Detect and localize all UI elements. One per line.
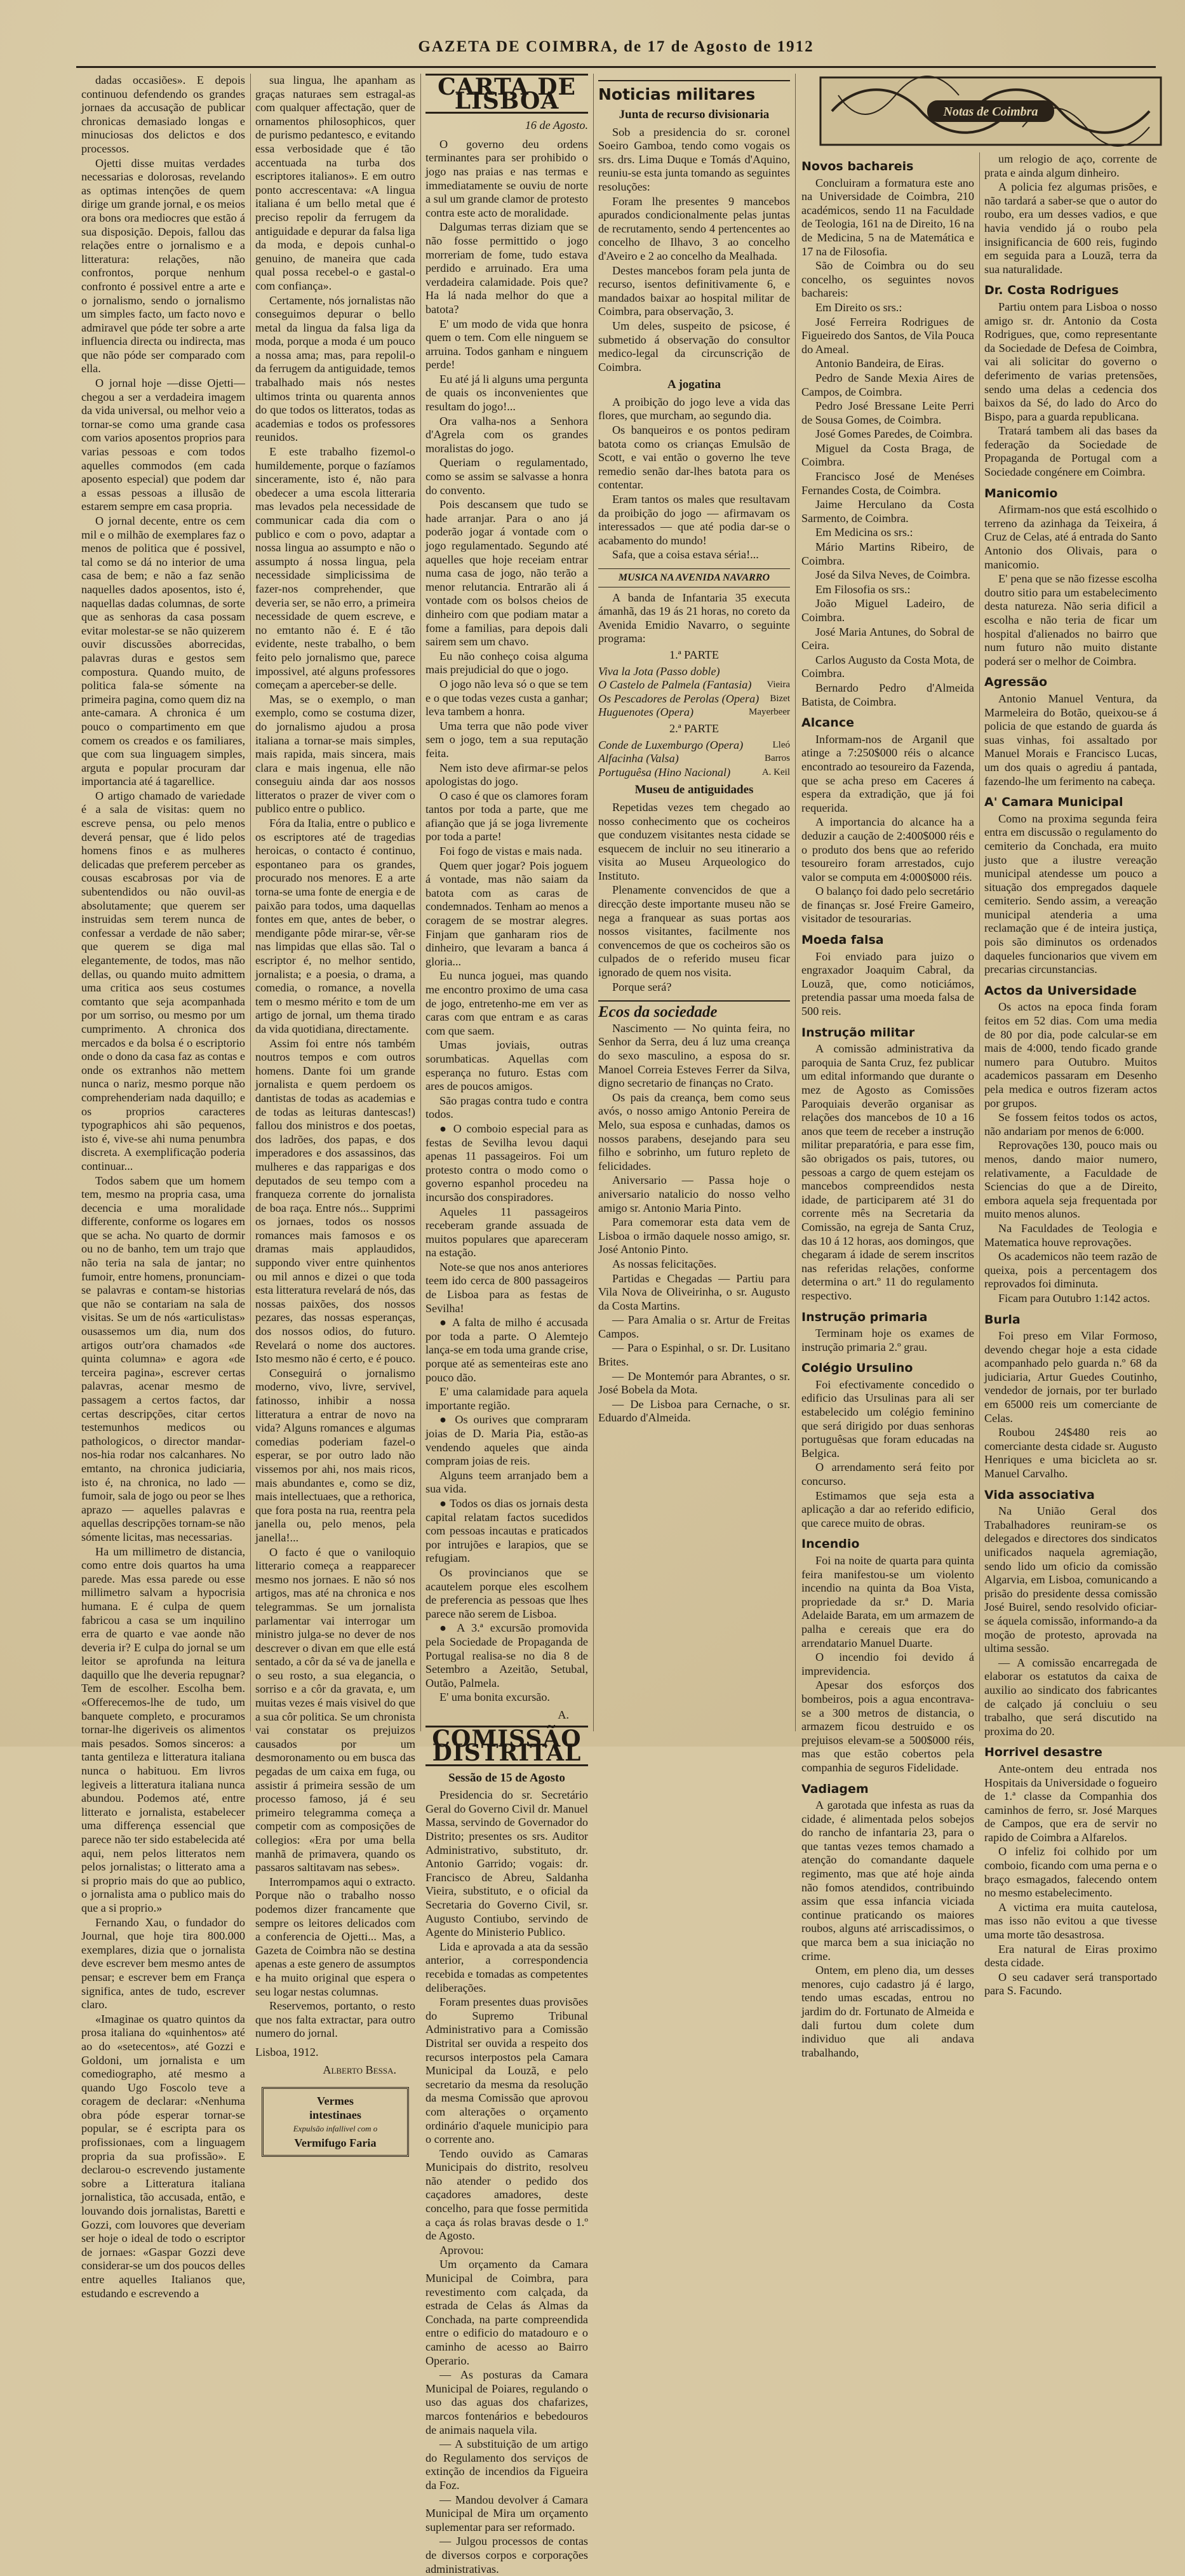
paragraph: Aprovou: — [439, 2243, 484, 2257]
program-author: Mayerbeer — [749, 707, 790, 718]
paragraph: E este trabalho fizemol-o humildemente, porque o fazíamos sinceramente, isto é, não para obedecer a uma escola litteraria mas levados pela necessidade de communicar cada dia com o publico e com o povo, adaptar a nossa lingua ao assumpto e não o assumpto á nossa lingua, pela necessidade simplicissima de fazer-nos comprehender, que deveria ser, se não erro, a primeira necessidade de quem escreve, e no emtanto não é. E é tão evidente, neste trabalho, o bem feito pelo jornalismo que, parece impossivel, até alguns professores começam a aperceber-se delle. — [255, 445, 415, 692]
program-author: Vieira — [767, 680, 790, 690]
paragraph: São pragas contra tudo e contra todos. — [425, 1094, 588, 1121]
paragraph: Presidencia do sr. Secretário Geral do Governo Civil dr. Manuel Massa, servindo de Governador do Distrito; presentes os srs. Auditor Administrativo, substituto, dr. Antonio Garrido; vogais: dr. Francisco de Abreu, Saldanha Vieira, substituto, e o oficial da Secretaria do Governo Civil, sr. Augusto Contiubo, servindo de Agente do Ministerio Publico. — [425, 1788, 588, 1939]
paragraph: — Para o Espinhal, o sr. Dr. Lusitano Brites. — [598, 1341, 790, 1369]
program-author: Lleó — [772, 739, 790, 750]
paragraph: Como na proxima segunda feira entra em discussão o regulamento do cemiterio da Conchada, era muito justo que a ilustre vereação municipal atendesse um pouco a situação dos empregados daquele cemiterio. Sendo assim, a vereação municipal atenderia a uma reclamação que é de inteira justiça, pois são diminutos os ordenados daqueles funcionarios que vivem em precarias circunstancias. — [984, 812, 1157, 976]
paragraph: João Miguel Ladeiro, de Coimbra. — [801, 597, 974, 624]
paragraph: Dalgumas terras diziam que se não fosse permittido o jogo morreriam de fome, tudo estava perdido e arruinado. Era uma verdadeira calamidade. Pois que? Ha lá nada melhor do que a batota? — [425, 220, 588, 316]
paragraph: Informam-nos de Arganil que atinge a 7:250$000 réis o alcance encontrado ao tesoureiro da Fazenda, que se acha preso em Caceres á espera da extradição, que já foi requerida. — [801, 732, 974, 814]
paragraph: O infeliz foi colhido por um comboio, ficando com uma perna e o braço esmagados, falecendo ontem no mesmo estabelecimento. — [984, 1845, 1157, 1900]
carta-date: 16 de Agosto. — [525, 119, 588, 132]
paragraph: Quem quer jogar? Pois joguem á vontade, mas não saiam da batota com as caras de condemnados. Tenham ao menos a coragem de se mostrar alegres. Finjam que ganharam rios de dinheiro, que levaram a banca á gloria... — [425, 859, 588, 968]
section-heading: Manicomio — [984, 486, 1058, 500]
paragraph: Antonio Manuel Ventura, da Marmeleira do Botão, queixou-se á policia de que estando de guarda ás suas vinhas, foi assaltado por Manuel Morais e Francisco Lucas, um dos quais o agrediu á pantada, fazendo-lhe um ferimento na cabeça. — [984, 692, 1157, 788]
ad-line: Expulsão infallivel com o — [293, 2124, 378, 2134]
paragraph: ● A falta de milho é accusada por toda a parte. O Alemtejo lança-se em toda uma grande crise, porque até as sementeiras este ano pouco dão. — [425, 1316, 588, 1384]
paragraph: Alguns teem arranjado bem a sua vida. — [425, 1468, 588, 1496]
paragraph: — A comissão encarregada de elaborar os estatutos da caixa de auxilio ao sindicato dos fabricantes de calçado já concluiu o seu trabalho, que será discutido na proxima do 20. — [984, 1656, 1157, 1738]
comissao-distrital-title: COMISSÃO DISTRITAL — [425, 1726, 588, 1766]
paragraph: Interrompamos aqui o extracto. Porque não o trabalho nosso podemos dizer francamente que sempre os leitores delicados com a conferencia de Ojetti... Mas, a Gazeta de Coimbra não se destina apenas a este genero de assumptos e ha muito original que espera o seu logar nestas columnas. — [255, 1875, 415, 1998]
paragraph: Em Direito os srs.: — [815, 300, 902, 314]
column-2 — [255, 74, 416, 2150]
ad-line: Vermifugo Faria — [294, 2137, 377, 2150]
column-1 — [81, 74, 245, 2300]
paragraph: Os actos na epoca finda foram feitos em 52 dias. Com uma media de 80 por dia, pode calcular-se em mais de 4:000, tendo ficado grande numero para Outubro. Muitos academicos passaram em Desenho pela medica e outros fizeram actos por grupos. — [984, 1000, 1157, 1110]
paragraph: E' uma calamidade para aquela importante região. — [425, 1385, 588, 1412]
paragraph: — A substituição de um artigo do Regulamento dos serviços de extinção de incendios da Figueira da Foz. — [425, 2438, 588, 2492]
paragraph: Se fossem feitos todos os actos, não andariam por menos de 6:000. — [984, 1111, 1157, 1137]
section-heading: A' Camara Municipal — [984, 795, 1123, 810]
paragraph: Conseguirá o jornalismo moderno, vivo, livre, servivel, fatinosso, inhibir a nossa litteratura a entrar de novo na vida? Alguns romances e algumas comedias poderiam fazel-o esperar, se por outro lado não vissemos por ahi, nos mais ricos, mais abundantes e, como se diz, mais intellectuaes, que a rethorica, que fora posta na rua, reentra pela janella ou, pelo menos, pela janella!... — [255, 1366, 415, 1544]
author-signature: Alberto Bessa. — [323, 2063, 396, 2076]
paragraph: Miguel da Costa Braga, de Coimbra. — [801, 441, 974, 469]
paragraph: Repetidas vezes tem chegado ao nosso conhecimento que os cocheiros que conduzem visitantes nesta cidade se esquecem de incluir no seu itinerario a visita ao Museu Arqueologico do Instituto. — [598, 800, 790, 882]
program-item — [598, 752, 790, 766]
paragraph: Nem isto deve afirmar-se pelos apologistas do jogo. — [425, 761, 588, 788]
paragraph: Tendo ouvido as Camaras Municipais do distrito, resolveu não atender o pedido dos caçadores amadores, deste concelho, para que fosse permitida a caça ás rolas bravas desde o 1.º de Agosto. — [425, 2147, 588, 2243]
paragraph: Note-se que nos anos anteriores teem ido cerca de 800 passageiros de Lisboa para as festas de Sevilha! — [425, 1260, 588, 1315]
junta-recurso-title: Junta de recurso divisionaria — [619, 108, 770, 121]
paragraph: Foi efectivamente concedido o edificio das Ursulinas para ali ser estabelecido um colégio feminino que será dirigido por duas senhoras portuguêsas que foram educadas na Belgica. — [801, 1378, 974, 1459]
paragraph: O seu cadaver será transportado para S. Facundo. — [984, 1970, 1157, 1997]
section-heading: Actos da Universidade — [984, 983, 1137, 998]
paragraph: Foi fogo de vistas e mais nada. — [439, 845, 582, 858]
program-piece: Conde de Luxemburgo (Opera) — [598, 738, 744, 751]
paragraph: Umas joviais, outras sorumbaticas. Aquellas com esperança no futuro. Estas com ares de poucos amigos. — [425, 1038, 588, 1093]
paragraph: — Mandou devolver á Camara Municipal de Mira um orçamento suplementar para ser reformado. — [425, 2493, 588, 2533]
paragraph: E' uma bonita excursão. — [439, 1691, 550, 1704]
paragraph: Ora valha-nos a Senhora d'Agrela com os grandes moralistas do jogo. — [425, 414, 588, 455]
paragraph: Os banqueiros e os pontos pediram batota como os crianças Emulsão de Scott, e vai então o governo lhe teve remedio senão dar-lhes batota para os contentar. — [598, 424, 790, 492]
program-piece: Os Pescadores de Perolas (Opera) — [598, 692, 760, 705]
paragraph: Fóra da Italia, entre o publico e os escriptores até de tragedias heroicas, o contacto é continuo, espontaneo para os grandes, procurado nos menores. E a arte torna-se uma fonte de energia e de paixão para todos, uma daquellas fontes em que, antes de beber, o mendigante pôde mirar-se, vêr-se nas limpidas que ellas são. Tal o escriptor é, no melhor sentido, jornalista; e a poesia, o drama, a comedia, o romance, a novella tem o mesmo mérito e tom de um artigo de jornal, um thema tirado da vida quotidiana, directamente. — [255, 817, 415, 1035]
paragraph: A garotada que infesta as ruas da cidade, é alimentada pelos sobejos do rancho de infantaria 23, para o que tantas vezes temos chamado a atenção do comandante daquele regimento, mas que até hoje ainda não fomos atendidos, contribuindo assim que essa infancia viciada continue praticando os maiores roubos, alguns até arriscadissimos, o que marca bem a sua iniciação no crime. — [801, 1799, 974, 1962]
paragraph: José da Silva Neves, de Coimbra. — [815, 568, 970, 582]
paragraph: Lida e aprovada a ata da sessão anterior, a correspondencia recebida e tomadas as competentes deliberações. — [425, 1940, 588, 1994]
paragraph: O jogo não leva só o que se tem e o que todas vezes custa a ganhar; leva tambem a honra. — [425, 677, 588, 718]
paragraph: Eu até já li alguns uma pergunta de quais os inconvenientes que resultam do jogo!... — [425, 372, 589, 413]
column-divider — [250, 74, 251, 1731]
masthead: GAZETA DE COIMBRA, de 17 de Agosto de 1912 — [418, 38, 814, 55]
paragraph: — Para Amalia o sr. Artur de Freitas Campos. — [598, 1313, 790, 1340]
paragraph: Todos sabem que um homem tem, mesmo na propria casa, uma decencia e uma moralidade differente, conforme os logares em que se acha. No quarto de dormir ou no de banho, tem um trajo que não teria na sala de jantar; no fumoir, entre homens, pronunciam-se palavras e contam-se historias que não se contariam na sala de visitas. Se um de nós «articulistas» ousassemos um dia, num dos artigos outr'ora chamados «de quinta columna» e agora «de terceira pagina», escrever certas palavras, acenar mesmo de passagem a certos factos, dar certas descripções, citar certos testemunhos medicos ou pathologicos, o director mandar-nos-hia rodar nos calcanhares. No emtanto, na chronica judiciaria, isto é, na chronica, no lado — fumoir, sala de jogo ou peor se lhes aprazo — aquelles palavras e aquellas descripções tornam-se não sómente licitas, mas necessarias. — [81, 1174, 245, 1543]
paragraph: Roubou 24$480 reis ao comerciante desta cidade sr. Augusto Henriques e uma bicicleta ao sr. Manuel Carvalho. — [984, 1426, 1157, 1480]
paragraph: José Maria Antunes, do Sobral de Ceira. — [801, 625, 974, 652]
paragraph: E' um modo de vida que honra quem o tem. Com elle ninguem se arruina. Todos ganham e ninguem perde! — [425, 317, 588, 372]
paragraph: A importancia do alcance ha a deduzir a caução de 2:400$000 réis e o produto dos bens que ao referido tesoureiro foram arrestados, cujo valor se computa em 4:000$000 réis. — [801, 815, 974, 883]
paragraph: José Ferreira Rodrigues de Figueiredo dos Santos, de Vila Pouca do Ameal. — [801, 315, 974, 356]
program-item — [598, 739, 790, 753]
paragraph: O balanço foi dado pelo secretário de finanças sr. José Freire Gameiro, visitador de tesourarias. — [801, 885, 974, 925]
section-heading: Instrução militar — [801, 1025, 915, 1040]
paragraph: Eram tantos os males que resultavam da proibição do jogo — afirmavam os interessados — que até podia dar-se o acabamento do mundo! — [598, 493, 790, 547]
section-heading: Moeda falsa — [801, 933, 884, 948]
paragraph: — De Lisboa para Cernache, o sr. Eduardo d'Almeida. — [598, 1397, 790, 1425]
paragraph: Foi na noite de quarta para quinta feira manifestou-se um violento incendio na quinta da Boa Vista, propriedade da sr.ª D. Maria Adelaide Barata, em um armazem de palha e cereais que era do arrendatario Manuel Duarte. — [801, 1554, 974, 1649]
musica-title: MUSICA NA AVENIDA NAVARRO — [598, 568, 790, 587]
paragraph: ● Os ourives que compraram joias de D. Maria Pia, estão-as vendendo aqueles que ainda compram joias de reis. — [425, 1413, 588, 1468]
comissao-session: Sessão de 15 de Agosto — [448, 1771, 565, 1785]
paragraph: Concluiram a formatura este ano na Universidade de Coimbra, 210 académicos, sendo 11 na Faculdade de Teologia, 161 na de Direito, 16 na de Medicina, 5 na de Matemática e 17 na de Filosofia. — [801, 176, 974, 258]
section-heading: Alcance — [801, 716, 854, 730]
paragraph: A policia fez algumas prisões, e não tardará a saber-se que o autor do roubo, era um desses vadios, e que havia vendido já o roubo pela insignificancia de 600 reis, fugindo em seguida para a Louzã, terra da sua naturalidade. — [984, 180, 1157, 276]
paragraph: Francisco José de Menéses Fernandes Costa, de Coimbra. — [801, 470, 974, 497]
section-heading: Instrução primaria — [801, 1310, 928, 1324]
paragraph: Na Faculdades de Teologia e Matematica houve reprovações. — [984, 1221, 1157, 1249]
program-author: Bizet — [770, 693, 790, 704]
ad-line: Vermes — [317, 2095, 354, 2108]
paragraph: Foi preso em Vilar Formoso, devendo chegar hoje a esta cidade acompanhado pelo guarda n.º 68 da judiciaria, Artur Guedes Coutinho, vendedor de jornais, por ter burlado em 65000 reis um comerciante de Celas. — [984, 1329, 1157, 1425]
paragraph: — Julgou processos de contas de diversos corpos e corporações administrativas. — [425, 2535, 588, 2575]
ad-line: intestinaes — [309, 2109, 361, 2122]
paragraph: Uma terra que não pode viver sem o jogo, tem a sua reputação feita. — [425, 719, 588, 760]
paragraph: Queriam o regulamentado, como se assim se salvasse a honra do convento. — [425, 456, 588, 497]
section-heading: Burla — [984, 1312, 1021, 1327]
paragraph: Na União Geral dos Trabalhadores reuniram-se os delegados e directores dos sindicatos unificados naquela agremiação, sendo lido um oficio da comissão Algarvia, em Lisboa, comunicando a prisão do presidente dessa comissão José Buirel, sendo resolvido oficiar-se áquela comissão, informando-a da moção de protesto, aprovada na ultima sessão. — [984, 1505, 1157, 1655]
paragraph: Foram presentes duas provisões do Supremo Tribunal Administrativo para a Comissão Distrital ser ouvida a respeito dos recursos interpostos pela Camara Municipal da Louzã, e pelo secretario da mesma da resolução da mesma Comissão que aprovou com alterações o orçamento ordinário d'aquele municipio para o corrente ano. — [425, 1996, 588, 2146]
paragraph: Ha um millimetro de distancia, como entre dois quartos ha uma parede. Mas essa parede ou esse millimetro salvam a hypocrisia humana. E é culpa de quem fabricou a casa se um inquilino erra de quarto e vae aonde não deveria ir? E culpa do jornal se um leitor se aprofunda na leitura daquillo que lhe deveria repugnar? Tem de escolher. Escolha bem. «Offerecemos-lhe de tudo, um banquete completo, e procuramos tornar-lhe digeriveis os alimentos mais pesados. Somos sinceros: a tanta gentileza e litteratura italiana nunca o habituou. Em livros legiveis a litteratura italiana nunca abundou. Podemos até, entre litterato e jornalista, estabelecer uma differença essencial que parece não ter sido estabelecida até aqui, nem pelos litteratos nem pelos jornalistas; o litterato ama a si proprio mais do que ao publico, o jornalista ama o publico mais do que a si proprio.» — [81, 1545, 245, 1914]
paragraph: «Imaginae os quatro quintos da prosa italiana do «quinhentos» até ao do «setecentos», até Gozzi e Goldoni, um jornalista e um comediographo, até mesmo a quando Ugo Foscolo teve a coragem de declarar: «Nenhuma obra póde esperar tornar-se popular, se é escripta para os profissionaes, com a linguagem propria da sua profissão». E declarou-o escrevendo justamente sobre a Litteratura italiana jornalistica, tão accusada, então, e louvando dois jornalistas, Baretti e Gozzi, com louvores que deveriam ser hoje o ideal de todo o escriptor de jornaes: «Gaspar Gozzi deve considerar-se um dos poucos delles entre aquelles Italianos que, estudando e escrevendo a — [81, 2012, 245, 2300]
notas-de-coimbra-logo — [819, 76, 1162, 146]
paragraph: Os provincianos que se acautelem porque eles escolhem de preferencia as pessoas que lhes parece não serem de Lisboa. — [425, 1566, 588, 1620]
program-piece: Huguenotes (Opera) — [598, 706, 694, 719]
paragraph: Reprovações 130, pouco mais ou menos, dando maior numero, relativamente, a Faculdade de Sciencias do que a de Direito, embora aquela seja frequentada por muito menos alunos. — [984, 1139, 1157, 1221]
dateline-place: Lisboa, 1912. — [255, 2045, 319, 2058]
paragraph: Ojetti disse muitas verdades necessarias e dolorosas, revelando as optimas intenções de quem dirige um grande jornal, e os meios ora bons ora mediocres que estão á sua disposição. Depois, fallou das relações entre o jornalismo e a litteratura: relações, não confrontos, porque nenhum confronto é possivel entre a arte e o jornalismo, sendo o jornalismo um simples facto, um facto novo e admiravel que póde ter sobre a arte influencia directa ou indirecta, mas que não póde ser comparado com ella. — [81, 156, 245, 375]
paragraph: Assim foi entre nós também noutros tempos e com outros homens. Dante foi um grande jornalista e quem perdoem os dantistas de todas as academias e de todas as leituras dantescas!) fallou dos ministros e dos poetas, dos ladrões, dos papas, e dos imperadores e dos assassinos, das mulheres e das rapparigas e dos deputados de seu tempo com a franqueza corrente do jornalista de boa raça. Entre nós... Supprimi os jornaes, todos os nossos romances mais famosos e os dramas mais applaudidos, suppondo viver entre quinhentos ou mil annos e dizei o que toda esta litteratura revelará de nós, das nossas paixões, dos nossos pezares, das nossas esperanças, dos nossos odios, do futuro. Revelará o nome dos auctores. Isto mesmo não é certo, e é pouco. — [255, 1036, 416, 1365]
program-piece: O Castelo de Palmela (Fantasia) — [598, 678, 752, 692]
paragraph: Em Medicina os srs.: — [815, 526, 913, 539]
paragraph: Antonio Bandeira, de Eiras. — [815, 357, 944, 370]
paragraph: Mário Martins Ribeiro, de Coimbra. — [801, 540, 974, 567]
paragraph: O jornal hoje —disse Ojetti— chegou a ser a verdadeira imagem da vida universal, ou melhor veio a tornar-se como uma grande casa com varios aposentos proprios para varias pessoas e com todos aquelles commodos (em cada aposento especial) que podem dar a essas pessoas a illusão de estarem sempre em casa propria. — [81, 377, 245, 513]
paragraph: Eu não conheço coisa alguma mais prejudicial do que o jogo. — [425, 649, 588, 676]
paragraph: Em Filosofia os srs.: — [815, 582, 911, 596]
paragraph: Os academicos não teem razão de queixa, pois a percentagem dos reprovados foi diminuta. — [984, 1250, 1157, 1291]
paragraph: Mas, se o exemplo, o man exemplo, como se costuma dizer, do jornalismo ajudou a prosa italiana a tornar-se mais simples, mais rapida, mais sincera, mais clara e mais ingenua, elle não conseguiu ainda dar aos nossos litteratos o prazer de viver com o publico entre o publico. — [255, 692, 415, 815]
paragraph: ● Todos os dias os jornais desta capital relatam factos sucedidos com pessoas incautas e praticados por intrujões e larapios, que se refugiam. — [425, 1496, 588, 1565]
program-item — [598, 692, 790, 706]
paragraph: Fernando Xau, o fundador do Journal, que hoje tira 800.000 exemplares, dizia que o jornalista deve escrever bem mesmo antes de pensar; e escrever bem em França significa, antes de tudo, escrever claro. — [81, 1915, 245, 2011]
program-item — [598, 678, 790, 692]
program-part-2: 2.ª PARTE — [669, 721, 720, 735]
paragraph: O incendio foi devido á imprevidencia. — [801, 1651, 974, 1677]
paragraph: Pedro José Bressane Leite Perri de Sousa Gomes, de Coimbra. — [801, 399, 974, 426]
paragraph: Sob a presidencia do sr. coronel Soeiro Gamboa, tendo como vogais os srs. drs. Lima Duque e Tomás d'Aquino, reuniu-se esta junta tomando as seguintes resoluções: — [598, 125, 790, 193]
paragraph: O facto é que o vaniloquio litterario começa a reapparecer mesmo nos jornaes. E não só nos artigos, mas até na chronica e nos telegrammas. Se um jornalista parlamentar vai interrogar um ministro julga-se no dever de nos descrever o divan em que elle está sentado, a côr da sé va de janella e o seu rosto, a sua elegancia, o sorriso e a côr da gravata, e, um muitas vezes é mais visivel do que a sua côr politica. Se um chronista vai constatar os prejuizos causados por um desmoronamento ou em busca das pegadas de um caixa em fuga, ou assistir á primeira sessão de um processo famoso, já é seu primeiro telegramma começa a competir com as composições de collegios: «Era por uma bella manhã de primavera, quando os passaros saltitavam nas sebes». — [255, 1545, 415, 1874]
paragraph: Para comemorar esta data vem de Lisboa o irmão daquele nosso amigo, sr. José Antonio Pinto. — [598, 1216, 790, 1256]
ecos-sociedade-title: Ecos da sociedade — [598, 1000, 790, 1019]
paragraph: Afirmam-nos que está escolhido o terreno da azinhaga da Teixeira, á Cruz de Celas, até á entrada do Santo Antonio dos Olivais, para o manicomio. — [984, 503, 1157, 571]
section-heading: Colégio Ursulino — [801, 1361, 913, 1376]
paragraph: E' pena que se não fizesse escolha doutro sitio para um estabelecimento desta natureza. Não seria dificil a escolha e não teria de ficar um hospital d'alienados no bairro que num futuro não muito distante poderá ser o melhor de Coimbra. — [984, 572, 1157, 667]
paragraph: Aniversario — Passa hoje o aniversario natalicio do nosso velho amigo sr. Antonio Maria Pinto. — [598, 1174, 790, 1214]
column-divider — [593, 74, 594, 1731]
program-part-1: 1.ª PARTE — [669, 648, 720, 661]
masthead-rule — [76, 66, 1156, 68]
paragraph: Plenamente convencidos de que a direcção deste importante museu não se nega a franquear as suas portas aos nossos visitantes, facilmente nos convencemos de que os cocheiros são os culpados de o referido museu ficar ignorado de quem nos visita. — [598, 883, 790, 979]
program-item — [598, 665, 790, 679]
column-6 — [984, 152, 1157, 1997]
paragraph: um relogio de aço, corrente de prata e ainda algum dinheiro. — [984, 152, 1157, 179]
paragraph: O arrendamento será feito por concurso. — [801, 1461, 974, 1488]
section-heading: Vadiagem — [801, 1781, 869, 1796]
paragraph: Era natural de Eiras proximo desta cidade. — [984, 1942, 1157, 1969]
paragraph: A comissão administrativa da paroquia de Santa Cruz, fez publicar um edital informando que durante o mez de Agosto as Comissões Paroquiais deverão organisar as relações dos mancebos de 10 a 16 anos que teem de receber a instrução militar preparatória, e para esse fim, são obrigados os pais, tutores, ou pessoas a cargo de quem estejam os mancebos compreendidos nesta idade, de participarem até 31 do corrente mês na Secretaria da Comissão, na egreja de Santa Cruz, das 10 á 12 horas, aos domingos, que chegaram á idade de serem inscritos nas referidas relações, conforme determina o art.º 11 do regulamento respectivo. — [801, 1042, 974, 1302]
column-5 — [801, 152, 974, 2059]
paragraph: Nascimento — No quinta feira, no Senhor da Serra, deu á luz uma creança do sexo masculino, a esposa do sr. Manoel Correia Esteves Ferrer da Silva, digno secretario de finanças no Crato. — [598, 1021, 790, 1090]
paragraph: Bernardo Pedro d'Almeida Batista, de Coimbra. — [801, 681, 974, 708]
program-piece: Alfacinha (Valsa) — [598, 752, 679, 765]
section-heading: Vida associativa — [984, 1487, 1095, 1502]
program-item — [598, 766, 790, 780]
paragraph: ● O comboio especial para as festas de Sevilha levou daqui apenas 11 passageiros. Foi um protesto contra o modo como o governo espanhol procedeu na incursão dos conspiradores. — [425, 1122, 588, 1204]
paragraph: ● A 3.ª excursão promovida pela Sociedade de Propaganda de Portugal realisa-se no dia 8 de Setembro a Azeitão, Setubal, Outão, Palmela. — [425, 1621, 588, 1689]
paragraph: O jornal decente, entre os cem mil e o milhão de exemplares faz o menos de politica que é possivel, tal como se dá no interior de uma casa de bem; e não a faz senão naquelles dados aposentos, isto é, naquellas dadas columnas, de sorte que as senhoras da casa possam evitar molestar-se se não quizerem ouvir discussões aborrecidas, palavras duras e gestos sem compostura. Quando muito, de politica fala-se sómente na primeira pagina, como quem diz na ante-camara. A chronica é um pouco o compartimento em que comem os creados e os familiares, que com sua linguagem simples, arguta e popular procuram dar importancia até á tagarellice. — [81, 514, 245, 788]
column-divider — [420, 74, 421, 1731]
paragraph: — De Montemór para Abrantes, o sr. José Bobela da Mota. — [598, 1369, 790, 1397]
jogatina-title: A jogatina — [667, 378, 721, 392]
paragraph: Terminam hoje os exames de instrução primaria 2.º grau. — [801, 1327, 974, 1353]
paragraph: Tratará tambem ali das bases da federação da Sociedade de Propaganda de Portugal com a Sociedade congénere em Coimbra. — [984, 424, 1157, 479]
paragraph: José Gomes Paredes, de Coimbra. — [815, 427, 973, 441]
section-heading: Agressão — [984, 675, 1048, 690]
paragraph: Partiu ontem para Lisboa o nosso amigo sr. dr. Antonio da Costa Rodrigues, que, como representante da Sociedade de Defesa de Coimbra, vai ali solicitar do governo o deferimento de varias pretensões, sendo uma delas a cedencia dos baixos da Sé, do lado do Arco do Bispo, para a guarda republicana. — [984, 300, 1157, 423]
paragraph: Safa, que a coisa estava séria!... — [612, 548, 759, 561]
paragraph: Porque será? — [612, 980, 672, 993]
column-3 — [425, 74, 589, 2575]
section-heading: Dr. Costa Rodrigues — [984, 283, 1119, 298]
paragraph: A victima era muita cautelosa, mas isso não evitou a que tivesse uma morte tão desastrosa. — [984, 1900, 1157, 1942]
noticias-militares-title: Noticias militares — [598, 80, 790, 104]
section-heading: Horrivel desastre — [984, 1745, 1102, 1760]
program-author: Barros — [765, 753, 790, 764]
paragraph: Ficam para Outubro 1:142 actos. — [998, 1291, 1150, 1305]
paragraph: O artigo chamado de variedade é a sala de visitas: quem no escreve pensa, ou pelo menos deverá pensar, que é lido pelos homens finos e as mulheres delicadas que preferem perceber as cousas escabrosas por via de subentendidos ou não ouvil-as absolutamente; que querem ser instruidas sem terem nunca de confessar a verdade de não saber; que querem se diga mal elegantemente, de todos, mas não dellas, ou quando muito admittem uma critica aos seus costumes comtanto que seja acompanhada por um sorriso, ou mesmo por um cumprimento. A chronica dos mercados e da bolsa é o escriptorio onde o dono da casa faz as contas e onde os extranhos não mettem nunca o nariz, mesmo porque não comprehenderiam nada daquillo; e os proprios caracteres typographicos ahi são pequenos, isto é, vive-se ahi numa penumbra discreta. A exemplificação poderia continuar... — [81, 789, 245, 1172]
paragraph: Jaime Herculano da Costa Sarmento, de Coimbra. — [801, 498, 974, 525]
column-4 — [598, 74, 790, 1731]
paragraph: Foi enviado para juizo o engraxador Joaquim Cabral, da Louzã, que, como noticiámos, pretendia passar uma moeda falsa de 500 reis. — [801, 949, 974, 1018]
column-divider — [795, 74, 796, 1731]
paragraph: Aqueles 11 passageiros receberam grande assuada de muitos populares que apareceram na estação. — [425, 1205, 588, 1259]
paragraph: São de Coimbra ou do seu concelho, os seguintes novos bachareis: — [801, 259, 974, 300]
paragraph: Ante-ontem deu entrada nos Hospitais da Universidade o fogueiro de 1.ª classe da Companhia dos caminhos de ferro, sr. José Marques de Campos, que era de servir no rapido de Coimbra a Alfarelos. — [984, 1762, 1157, 1844]
paragraph: As nossas felicitações. — [612, 1257, 717, 1270]
paragraph: dadas occasiões». E depois continuou defendendo os grandes jornaes da accusação de publicar chronicas demasiado longas e minuciosas dos delictos e dos processos. — [81, 74, 245, 155]
paragraph: Destes mancebos foram pela junta de recurso, isentos definitivamente 6, e mandados baixar ao hospital militar de Coimbra, para observação, 3. — [598, 264, 790, 318]
paragraph: A proibição do jogo leve a vida das flores, que murcham, ao segundo dia. — [598, 395, 790, 422]
paragraph: Eu nunca joguei, mas quando me encontro proximo de uma casa de jogo, entretenho-me em ver as caras com que entram e as caras com que saem. — [425, 969, 588, 1037]
paragraph: Pois descansem que tudo se hade arranjar. Para o ano já poderão jogar á vontade com o jogo regulamentado. Segundo até aquelles que hoje receiam entrar numa casa de jogo, não terão a menor relutancia. Entrarão ali á vontade com os bolsos cheios de dinheiro com que podiam matar a fome a familias, para depois dali sairem sem um chavo. — [425, 498, 588, 648]
paragraph: sua lingua, lhe apanham as graças naturaes sem estragal-as com qualquer affectação, quer de ornamentos philosophicos, quer de purismo pedantesco, e evitando essa verbosidade que é tão accentuada na turba dos escriptores italianos». E em outro ponto accrescentava: «A lingua italiana é um bello metal que é preciso repolir da ferrugem da antiguidade e depurar da falsa liga da moda, e depois cunhal-o genuino, de maneira que cada qual possa recebel-o e gastal-o com confiança». — [255, 74, 415, 292]
paragraph: — As posturas da Camara Municipal de Poiares, regulando o uso das aguas dos chafarizes, marcos fontenários e bebedouros de animais naquela vila. — [425, 2368, 588, 2436]
program-author: A. Keil — [761, 767, 790, 777]
paragraph: Reservemos, portanto, o resto que nos falta extractar, para outro numero do jornal. — [255, 1999, 415, 2040]
paragraph: Ontem, em pleno dia, um desses menores, cujo cadastro já é largo, tendo umas escadas, entrou no jardim do dr. Fortunato de Almeida e dali furtou dum colete dum individuo que ali andava trabalhando, — [801, 1964, 974, 2059]
museu-title: Museu de antiguidades — [634, 783, 754, 797]
program-piece: Viva la Jota (Passo doble) — [598, 664, 720, 678]
paragraph: Carlos Augusto da Costa Mota, de Coimbra. — [801, 653, 974, 680]
paragraph: Um deles, suspeito de psicose, é submetido á observação do consultor medico-legal da circunscrição de Coimbra. — [598, 319, 790, 373]
paragraph: Partidas e Chegadas — Partiu para Vila Nova de Oliveirinha, o sr. Augusto da Costa Martins. — [598, 1271, 790, 1312]
logo-text: Notas de Coimbra — [943, 105, 1038, 119]
paragraph: O governo deu ordens terminantes para ser prohibido o jogo nas praias e nas termas e immediatamente se ouviu de norte a sul um grande clamor de protesto contra este acto de moralidade. — [425, 137, 588, 219]
section-heading: Novos bachareis — [801, 159, 914, 173]
column-divider — [979, 152, 980, 1731]
paragraph: Certamente, nós jornalistas não conseguimos depurar o bello metal da lingua da falsa liga da moda, porque a moda é um pouco a nossa ama; mas, para repolil-o da ferrugem da antiguidade, temos trabalhado mais nós nestes ultimos trinta ou quarenta annos do que todos os litteratos, todas as academias e todos os professores reunidos. — [255, 293, 416, 444]
paragraph: Apesar dos esforços dos bombeiros, pois a agua encontrava-se a 300 metros de distancia, o armazem ficou destruido e os prejuisos elevam-se a 500$000 réis, mas que estão cobertos pela companhia de seguros Fidelidade. — [801, 1679, 974, 1774]
carta-signature: A. — [558, 1708, 569, 1721]
paragraph: Um orçamento da Camara Municipal de Coimbra, para revestimento com calçada, da estrada de Celas ás Almas da Conchada, na parte compreendida entre o edificio do matadouro e o caminho de acesso ao Bairro Operario. — [425, 2258, 588, 2367]
paragraph: Foram lhe presentes 9 mancebos apurados condicionalmente pelas juntas de recrutamento, sendo 4 pertencentes ao concelho de Ilhavo, 3 ao concelho d'Aveiro e 2 ao concelho da Mealhada. — [598, 194, 790, 262]
paragraph: Pedro de Sande Mexia Aires de Campos, de Coimbra. — [801, 371, 974, 398]
musica-intro: A banda de Infantaria 35 executa ámanhã, das 19 ás 21 horas, no coreto da Avenida Emidio Navarro, o seguinte programa: — [598, 591, 790, 645]
section-heading: Incendio — [801, 1537, 860, 1552]
vermifugo-advertisement — [262, 2087, 409, 2157]
paragraph: Os pais da creança, bem como seus avós, o nosso amigo Antonio Pereira de Melo, sua esposa e cunhadas, damos os nossos parabens, desejando para seu filho e sobrinho, um futuro repleto de felicidades. — [598, 1090, 790, 1172]
paragraph: Estimamos que seja esta a aplicação a dar ao referido edificio, que carece muito de obras. — [801, 1489, 974, 1529]
carta-de-lisboa-title: CARTA DE LISBOA — [425, 74, 588, 114]
paragraph: O caso é que os clamores foram tantos por toda a parte, que me afianção que já se joga livremente por toda a parte! — [425, 789, 588, 843]
program-piece: Portuguêsa (Hino Nacional) — [598, 765, 731, 779]
program-item — [598, 706, 790, 720]
